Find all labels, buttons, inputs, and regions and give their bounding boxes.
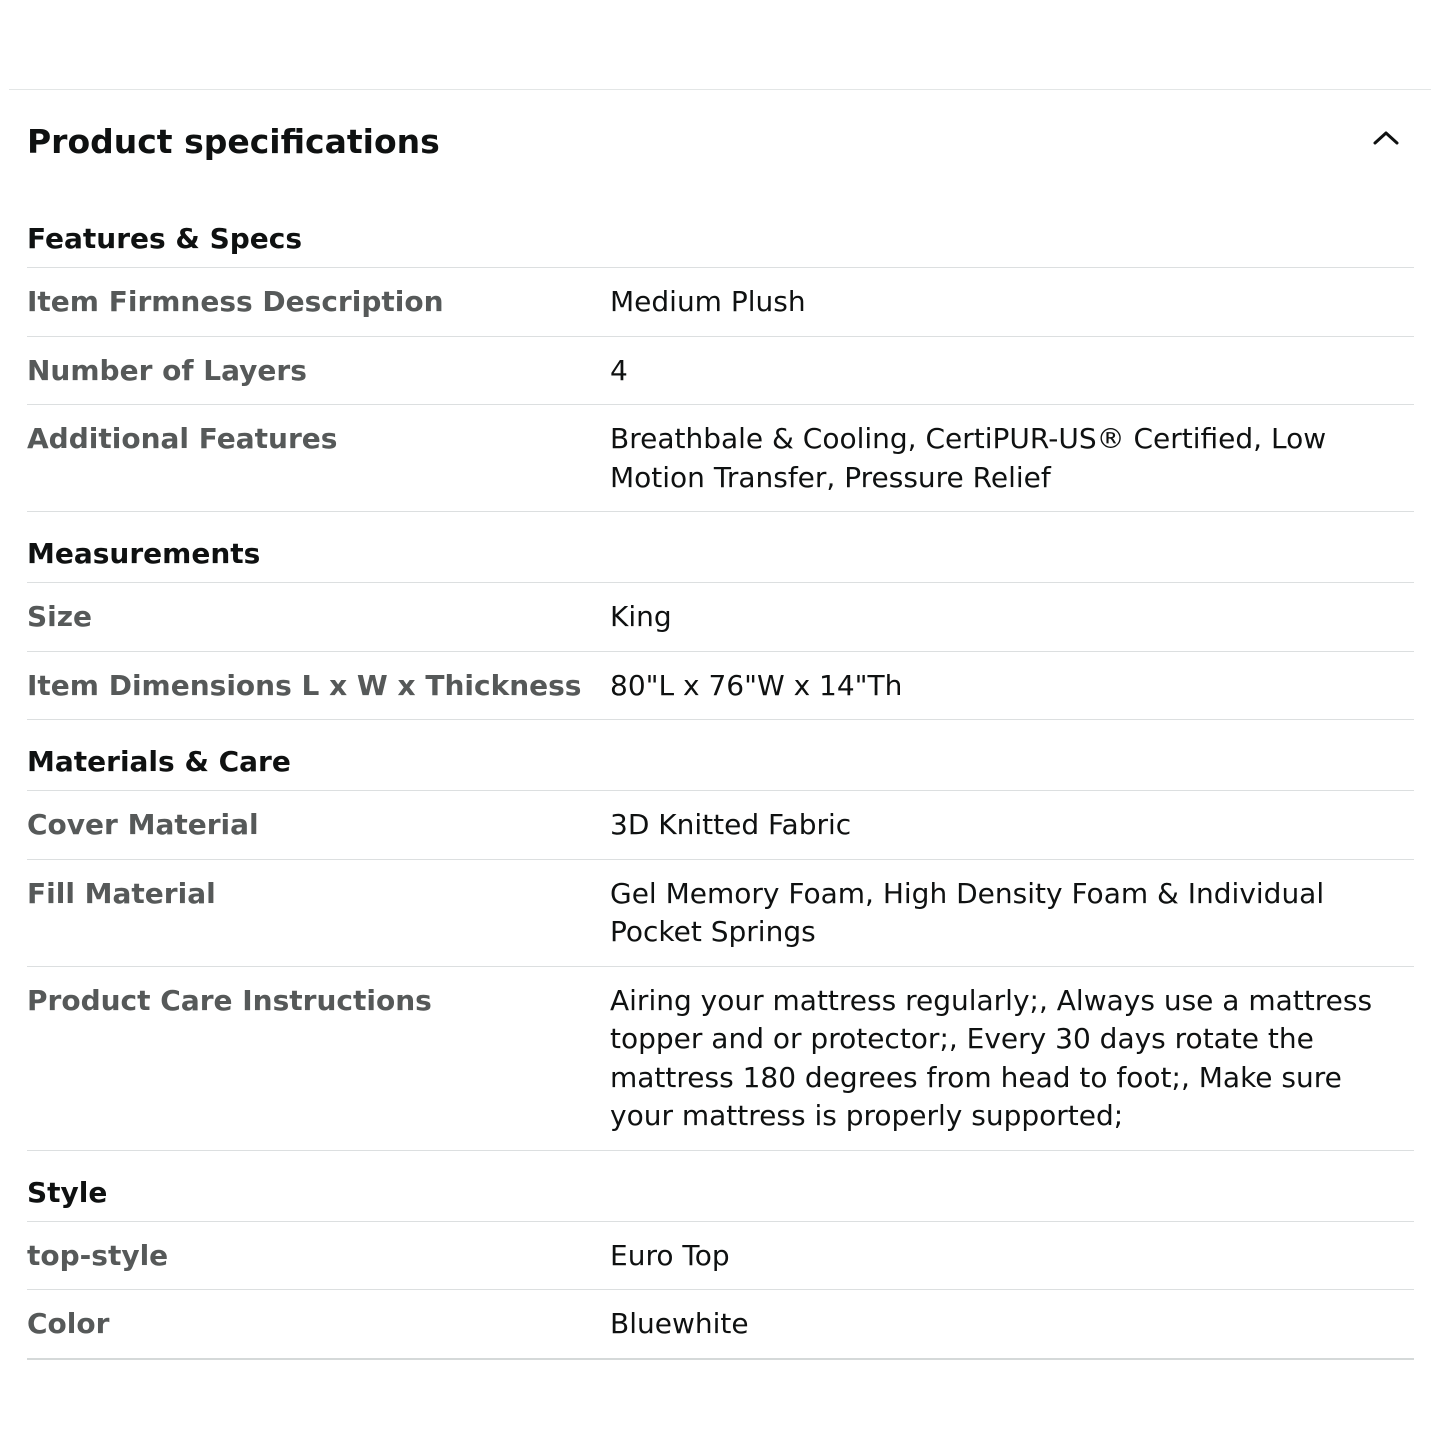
spec-label: Cover Material	[27, 808, 259, 841]
spec-value: King	[610, 600, 672, 633]
spec-label: Item Firmness Description	[27, 285, 444, 318]
section-style	[27, 1151, 1414, 1360]
spec-row	[27, 583, 1414, 652]
panel-header[interactable]	[27, 90, 1414, 196]
spec-label: top-style	[27, 1238, 169, 1272]
spec-value: Medium Plush	[610, 285, 806, 318]
spec-row	[27, 860, 1414, 967]
spec-label: Additional Features	[27, 422, 338, 455]
spec-row	[27, 791, 1414, 860]
panel-title: Product specifications	[27, 122, 440, 161]
spec-value: 80"L x 76"W x 14"Th	[610, 668, 903, 702]
spec-row	[27, 1222, 1414, 1291]
spec-value: Airing your mattress regularly;, Always use a mattress topper and or protector;, Every 30 days rotate the mattress 180 degrees from head to foot;, Make sure your mattress is properly supported;	[610, 983, 1373, 1132]
section-materials-care	[27, 720, 1414, 1151]
spec-value: 4	[610, 353, 628, 387]
spec-value: Breathbale & Cooling, CertiPUR-US® Certified, Low Motion Transfer, Pressure Relief	[610, 422, 1327, 494]
collapse-toggle-button[interactable]	[1366, 118, 1406, 158]
section-title: Measurements	[27, 512, 1414, 583]
spec-label: Product Care Instructions	[27, 983, 432, 1017]
spec-row	[27, 268, 1414, 337]
spec-value: Bluewhite	[610, 1307, 749, 1340]
spec-value: Euro Top	[610, 1238, 730, 1272]
section-measurements	[27, 512, 1414, 720]
spec-row	[27, 652, 1414, 721]
spec-row	[27, 405, 1414, 512]
section-title: Style	[27, 1151, 1414, 1222]
spec-label: Item Dimensions L x W x Thickness	[27, 668, 582, 702]
spec-row	[27, 967, 1414, 1151]
spec-label: Color	[27, 1307, 110, 1340]
spec-row	[27, 337, 1414, 406]
spec-label: Size	[27, 600, 93, 633]
product-specifications-panel	[27, 90, 1414, 1360]
section-features-specs	[27, 196, 1414, 512]
spec-value: 3D Knitted Fabric	[610, 808, 852, 841]
spec-label: Number of Layers	[27, 353, 307, 387]
spec-value: Gel Memory Foam, High Density Foam & Individual Pocket Springs	[610, 876, 1325, 948]
spec-label: Fill Material	[27, 876, 216, 910]
section-title: Materials & Care	[27, 720, 1414, 791]
section-title: Features & Specs	[27, 196, 1414, 268]
chevron-up-icon	[1371, 128, 1401, 148]
spec-row	[27, 1290, 1414, 1360]
